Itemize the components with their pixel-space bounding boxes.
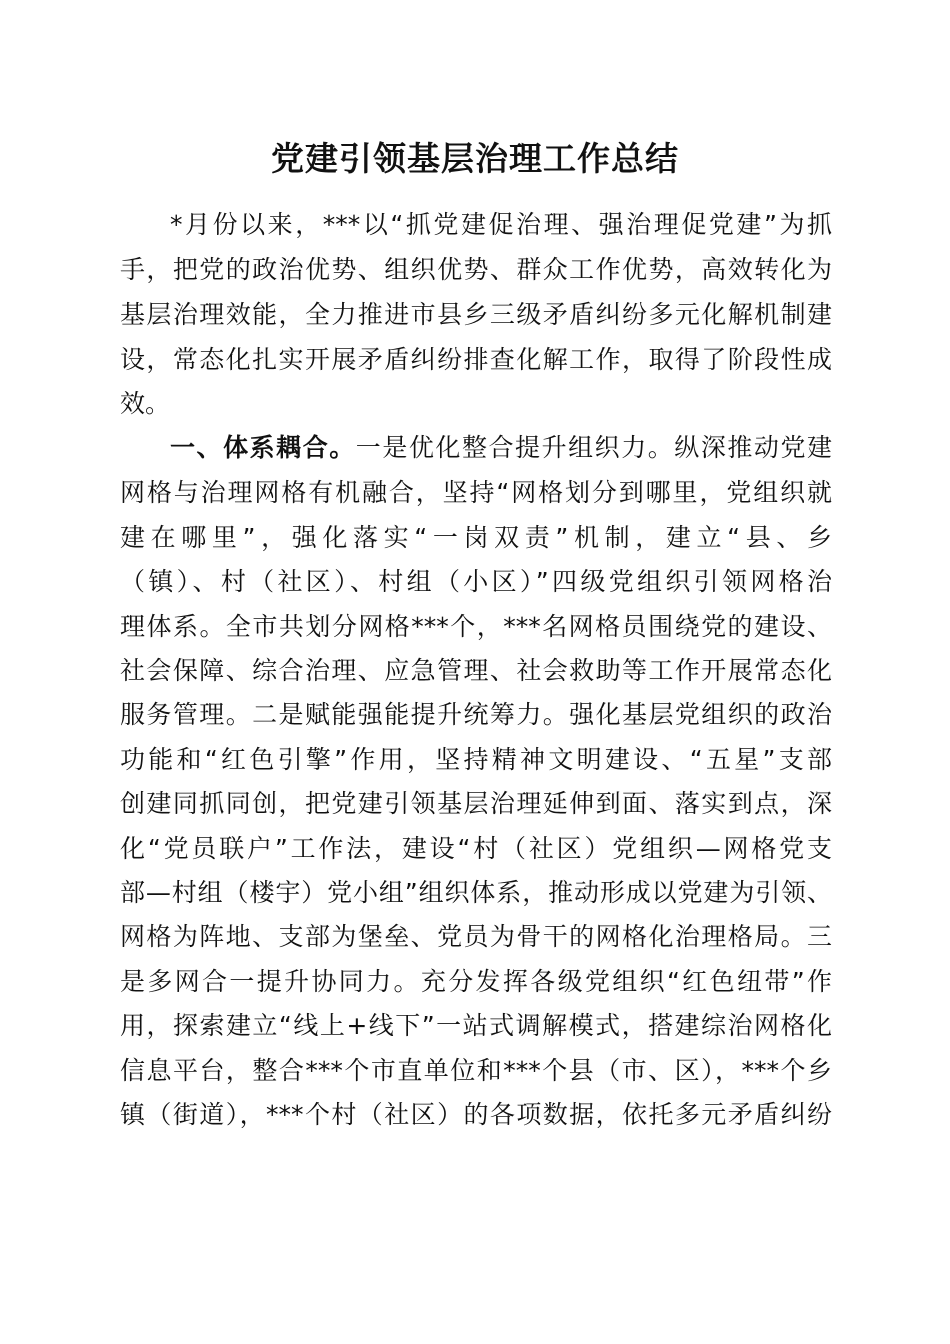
paragraph-2-line-9: 创建同抓同创，把党建引领基层治理延伸到面、落实到点，深 — [120, 789, 832, 818]
paragraph-1-line-2: 手，把党的政治优势、组织优势、群众工作优势，高效转化为 — [120, 255, 832, 284]
paragraph-2-line-10: 化“党员联户”工作法，建设“村（社区）党组织—网格党支 — [120, 834, 832, 863]
paragraph-2-line-4: （镇）、村（社区）、村组（小区）”四级党组织引领网格治 — [120, 567, 832, 596]
paragraph-2-line-7: 服务管理。二是赋能强能提升统筹力。强化基层党组织的政治 — [120, 700, 832, 729]
section-heading-system-coupling: 一、体系耦合。 — [170, 433, 356, 462]
paragraph-2-line-11: 部—村组（楼宇）党小组”组织体系，推动形成以党建为引领、 — [120, 878, 832, 907]
paragraph-1-line-3: 基层治理效能，全力推进市县乡三级矛盾纠纷多元化解机制建 — [120, 300, 832, 329]
paragraph-2-line-16: 镇（街道），***个村（社区）的各项数据，依托多元矛盾纠纷 — [120, 1100, 832, 1129]
document-title: 党建引领基层治理工作总结 — [271, 139, 679, 178]
paragraph-2-line-5: 理体系。全市共划分网格***个，***名网格员围绕党的建设、 — [120, 612, 832, 641]
paragraph-1-line-1: *月份以来，***以“抓党建促治理、强治理促党建”为抓 — [170, 210, 832, 239]
paragraph-2-line-15: 信息平台，整合***个市直单位和***个县（市、区），***个乡 — [120, 1056, 832, 1085]
paragraph-2-line-12: 网格为阵地、支部为堡垒、党员为骨干的网格化治理格局。三 — [120, 922, 832, 951]
paragraph-2-line-14: 用，探索建立“线上+线下”一站式调解模式，搭建综治网格化 — [120, 1011, 832, 1040]
paragraph-2-line-2: 网格与治理网格有机融合，坚持“网格划分到哪里，党组织就 — [120, 478, 832, 507]
paragraph-2-line-1-text: 一是优化整合提升组织力。纵深推动党建 — [355, 433, 832, 462]
paragraph-1-line-5: 效。 — [120, 389, 171, 418]
paragraph-2-line-13: 是多网合一提升协同力。充分发挥各级党组织“红色纽带”作 — [120, 967, 832, 996]
paragraph-2-line-1 — [170, 425, 832, 471]
paragraph-2-line-8: 功能和“红色引擎”作用，坚持精神文明建设、“五星”支部 — [120, 745, 832, 774]
paragraph-1-line-4: 设，常态化扎实开展矛盾纠纷排查化解工作，取得了阶段性成 — [120, 345, 832, 374]
paragraph-2-line-6: 社会保障、综合治理、应急管理、社会救助等工作开展常态化 — [120, 656, 832, 685]
paragraph-2-line-3: 建在哪里”，强化落实“一岗双责”机制，建立“县、乡 — [120, 523, 832, 552]
